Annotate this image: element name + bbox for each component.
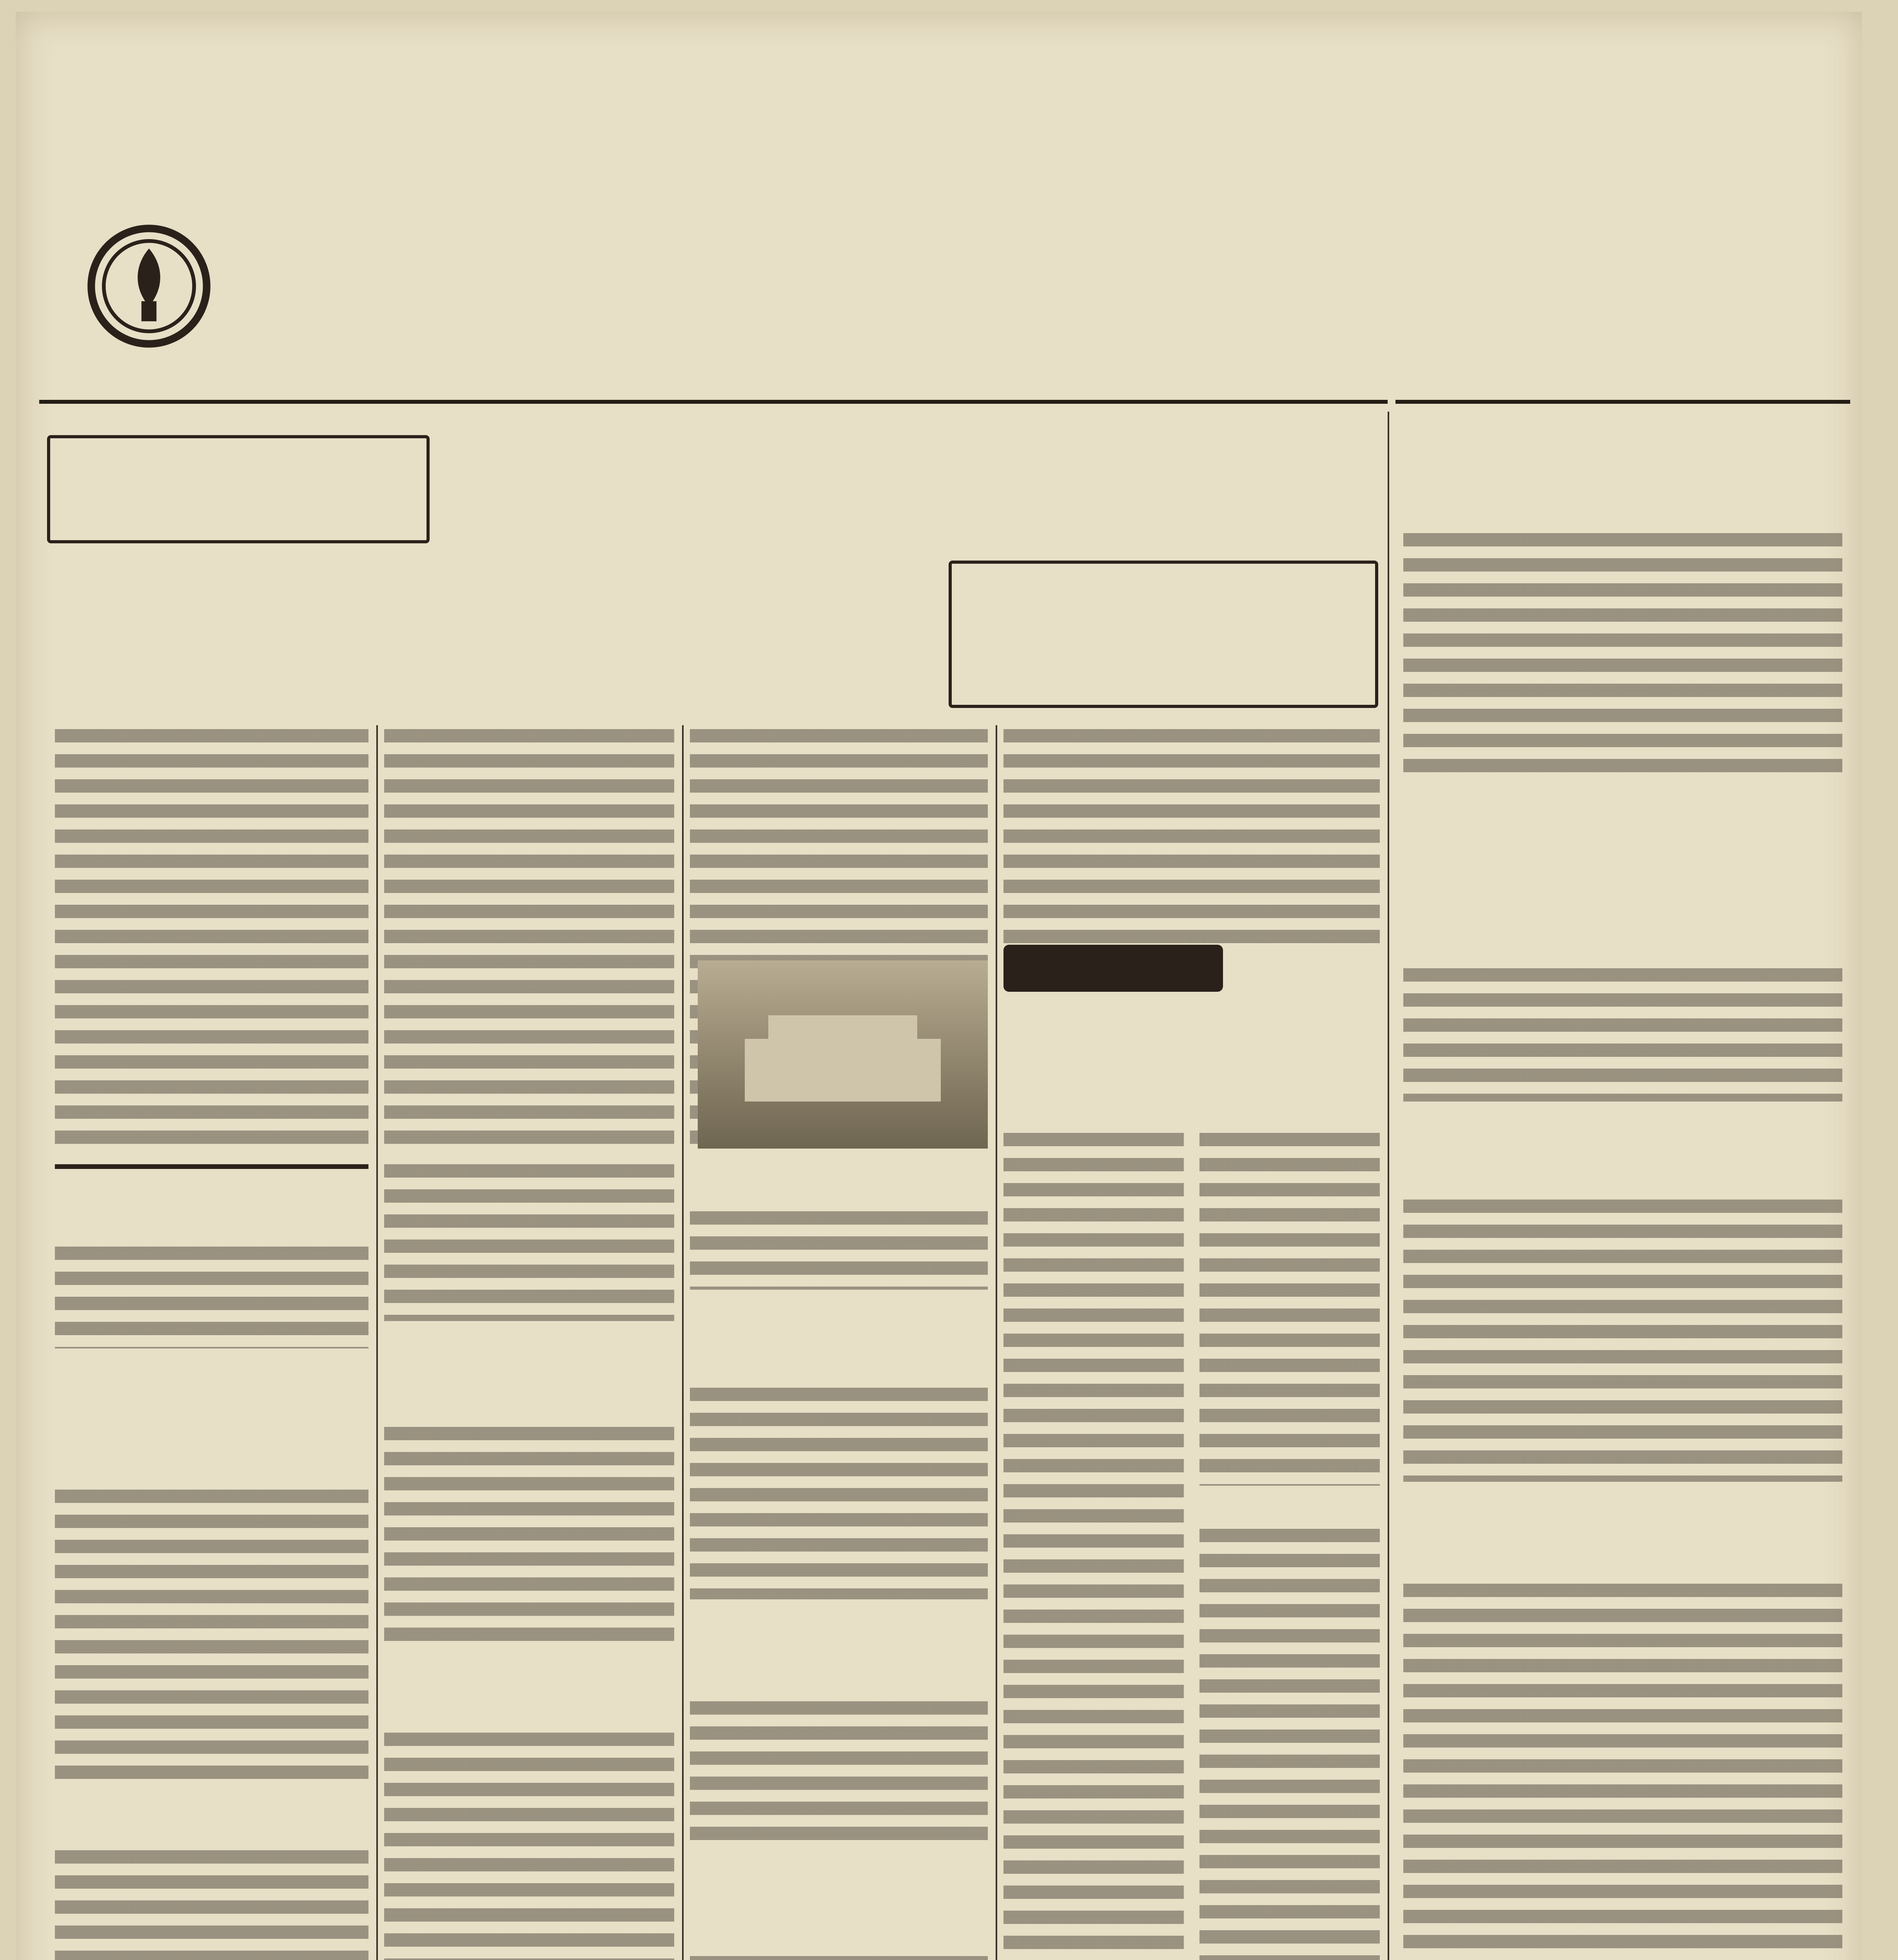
pages-badge (1544, 169, 1803, 235)
right-story4-headline (1403, 1497, 1842, 1544)
right-story3-headline (1403, 1117, 1842, 1192)
col2-body-3 (384, 1733, 674, 1960)
right-story3-body (1403, 1200, 1842, 1482)
lead-deck-text (964, 576, 1356, 686)
issue-month-year (1623, 302, 1787, 320)
right-story2-body (1403, 968, 1842, 1102)
column-rule (376, 725, 378, 1960)
col3-body-2 (690, 1388, 988, 1599)
column-rule (682, 725, 684, 1960)
lead-body-col2 (384, 729, 674, 1152)
masthead-subtitle (502, 325, 1286, 357)
editor-line (55, 376, 486, 396)
col2-heading-1 (384, 1356, 674, 1419)
col1-heading-1 (55, 1168, 368, 1243)
boule-body-1 (1003, 1133, 1184, 1960)
column-rule (1388, 412, 1389, 1960)
boule-body-3 (1199, 1529, 1380, 1960)
right-story5-headline (1403, 1838, 1842, 1917)
lead-headline-main-2 (141, 635, 807, 710)
col3-body-3 (690, 1701, 988, 1850)
right-story2-headline (1403, 855, 1842, 956)
col3-body-1 (690, 1211, 988, 1290)
masthead (16, 12, 1862, 365)
boule-badge-text (1011, 949, 1215, 988)
col2-heading-2 (384, 1646, 674, 1725)
right-kicker (1403, 412, 1842, 447)
right-story1-body (1403, 533, 1842, 784)
col1-body-2 (55, 1490, 368, 1780)
col3-heading-1 (690, 1164, 988, 1207)
col1-heading-3 (55, 1791, 368, 1842)
issue-number (1607, 341, 1811, 359)
masthead-rule-right (1395, 400, 1850, 404)
col1-heading-2 (55, 1360, 368, 1478)
lead-body-col1 (55, 729, 368, 1152)
parliament-photo (698, 960, 988, 1149)
col3-body-4 (690, 1956, 988, 1960)
right-story1-headline (1403, 447, 1842, 525)
col1-body-1 (55, 1247, 368, 1348)
right-story4-sub (1403, 1548, 1842, 1580)
issue-weekday (1646, 239, 1756, 267)
lead-body-col4 (1003, 729, 1380, 949)
masthead-title (314, 161, 1490, 310)
founder-line (55, 357, 408, 376)
col3-heading-4 (690, 1870, 988, 1948)
column-rule (996, 725, 997, 1960)
boule-headline (1003, 1000, 1380, 1117)
col2-body-2 (384, 1427, 674, 1646)
issue-price (1607, 321, 1811, 339)
kke-subhead (1199, 1497, 1380, 1521)
crest-emblem (86, 223, 212, 349)
lead-headline-top (447, 439, 1364, 533)
boule-body-2 (1199, 1133, 1380, 1486)
right-story2-kicker (1403, 819, 1842, 851)
newspaper-page (16, 12, 1862, 1960)
issue-day (1646, 270, 1725, 298)
lead-kicker-text (63, 447, 408, 525)
col1-body-3 (55, 1850, 368, 1960)
masthead-rule (39, 400, 1388, 404)
lead-headline-main-1 (55, 553, 941, 631)
col3-heading-2 (690, 1305, 988, 1380)
col2-body-1 (384, 1164, 674, 1321)
col3-heading-3 (690, 1615, 988, 1693)
